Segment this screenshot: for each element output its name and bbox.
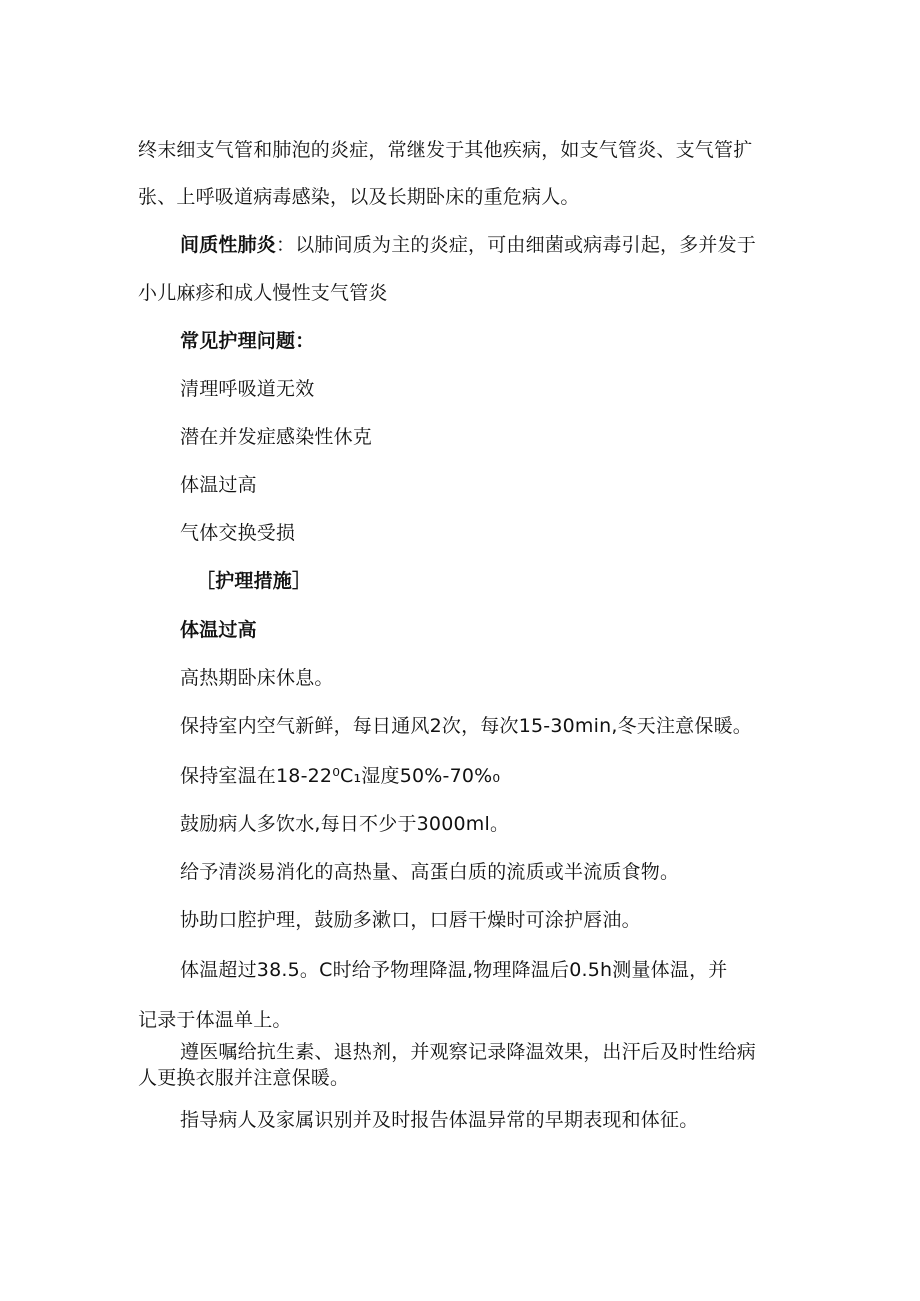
- measures-heading: ［护理措施］: [196, 570, 312, 592]
- paragraph-line: 张、上呼吸道病毒感染，以及长期卧床的重危病人。: [138, 186, 580, 208]
- problem-item: 气体交换受损: [180, 522, 296, 544]
- paragraph-line: 人更换衣服并注意保暖。: [138, 1067, 350, 1089]
- term-interstitial-pneumonia: 间质性肺炎: [180, 234, 277, 256]
- subheading-high-temperature: 体温过高: [180, 619, 257, 641]
- problem-item: 清理呼吸道无效: [180, 378, 315, 400]
- term-definition: ：以肺间质为主的炎症，可由细菌或病毒引起，多并发于: [276, 234, 757, 256]
- measure-item: 保持室内空气新鲜，每日通风2次，每次15-30min,冬天注意保暖。: [180, 715, 752, 737]
- measure-item: 协助口腔护理，鼓励多漱口，口唇干燥时可涂护唇油。: [180, 909, 641, 931]
- paragraph-line: [180, 233, 756, 257]
- measure-item: 保持室温在18-22⁰C₁湿度50%-70%₀: [180, 765, 501, 787]
- problems-heading: 常见护理问题：: [180, 330, 315, 352]
- paragraph-line: 记录于体温单上。: [138, 1009, 292, 1031]
- paragraph-line: 终末细支气管和肺泡的炎症，常继发于其他疾病，如支气管炎、支气管扩: [138, 139, 753, 161]
- problem-item: 潜在并发症感染性休克: [180, 426, 373, 448]
- paragraph-line: 遵医嘱给抗生素、退热剂，并观察记录降温效果，出汗后及时性给病: [180, 1041, 757, 1063]
- measure-item: 高热期卧床休息。: [180, 667, 334, 689]
- paragraph-line: 体温超过38.5。C时给予物理降温,物理降温后0.5h测量体温，并: [180, 959, 728, 981]
- problem-item: 体温过高: [180, 474, 257, 496]
- paragraph-line: 小儿麻疹和成人慢性支气管炎: [138, 282, 388, 304]
- measure-item: 给予清淡易消化的高热量、高蛋白质的流质或半流质食物。: [180, 861, 680, 883]
- paragraph-line: 指导病人及家属识别并及时报告体温异常的早期表现和体征。: [180, 1109, 699, 1131]
- measure-item: 鼓励病人多饮水,每日不少于3000ml。: [180, 813, 510, 835]
